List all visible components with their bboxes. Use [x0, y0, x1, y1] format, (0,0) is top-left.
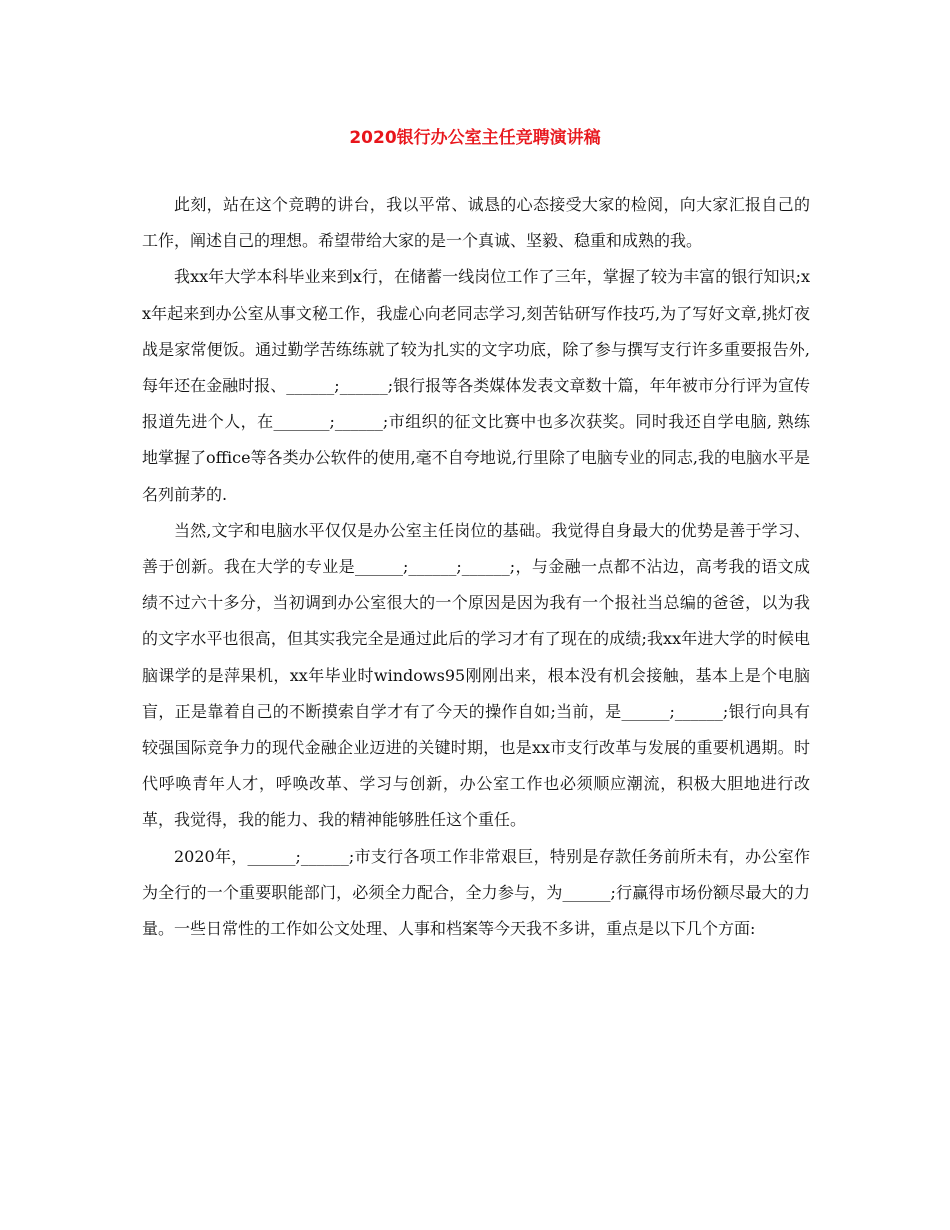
- document-body: [142, 187, 810, 947]
- paragraph-1: 此刻，站在这个竞聘的讲台，我以平常、诚恳的心态接受大家的检阅，向大家汇报自己的工作，阐述自己的理想。希望带给大家的是一个真诚、坚毅、稳重和成熟的我。: [142, 195, 810, 251]
- paragraph-2: 我xx年大学本科毕业来到x行，在储蓄一线岗位工作了三年，掌握了较为丰富的银行知识;xx年起来到办公室从事文秘工作，我虚心向老同志学习,刻苦钻研写作技巧,为了写好文章,挑灯夜战是家常便饭。通过勤学苦练练就了较为扎实的文字功底，除了参与撰写支行许多重要报告外,每年还在金融时报、______;______;银行报等各类媒体发表文章数十篇，年年被市分行评为宣传报道先进个人，在_______;______;市组织的征文比赛中也多次获奖。同时我还自学电脑, 熟练地掌握了office等各类办公软件的使用,毫不自夸地说,行里除了电脑专业的同志,我的电脑水平是名列前茅的.: [142, 267, 810, 504]
- paragraph-4: 2020年，______;______;市支行各项工作非常艰巨，特别是存款任务前所未有，办公室作为全行的一个重要职能部门，必须全力配合，全力参与，为______;行赢得市场份额尽最大的力量。一些日常性的工作如公文处理、人事和档案等今天我不多讲，重点是以下几个方面:: [142, 846, 810, 939]
- document-title: 2020银行办公室主任竞聘演讲稿: [349, 128, 601, 148]
- paragraph-3: 当然,文字和电脑水平仅仅是办公室主任岗位的基础。我觉得自身最大的优势是善于学习、善于创新。我在大学的专业是______;______;______;，与金融一点都不沾边，高考我的语文成绩不过六十多分，当初调到办公室很大的一个原因是因为我有一个报社当总编的爸爸，以为我的文字水平也很高，但其实我完全是通过此后的学习才有了现在的成绩;我xx年进大学的时候电脑课学的是萍果机，xx年毕业时windows95刚刚出来，根本没有机会接触，基本上是个电脑盲，正是靠着自己的不断摸索自学才有了今天的操作自如;当前，是______;______;银行向具有较强国际竞争力的现代金融企业迈进的关键时期，也是xx市支行改革与发展的重要机遇期。时代呼唤青年人才，呼唤改革、学习与创新，办公室工作也必须顺应潮流，积极大胆地进行改革，我觉得，我的能力、我的精神能够胜任这个重任。: [142, 520, 810, 830]
